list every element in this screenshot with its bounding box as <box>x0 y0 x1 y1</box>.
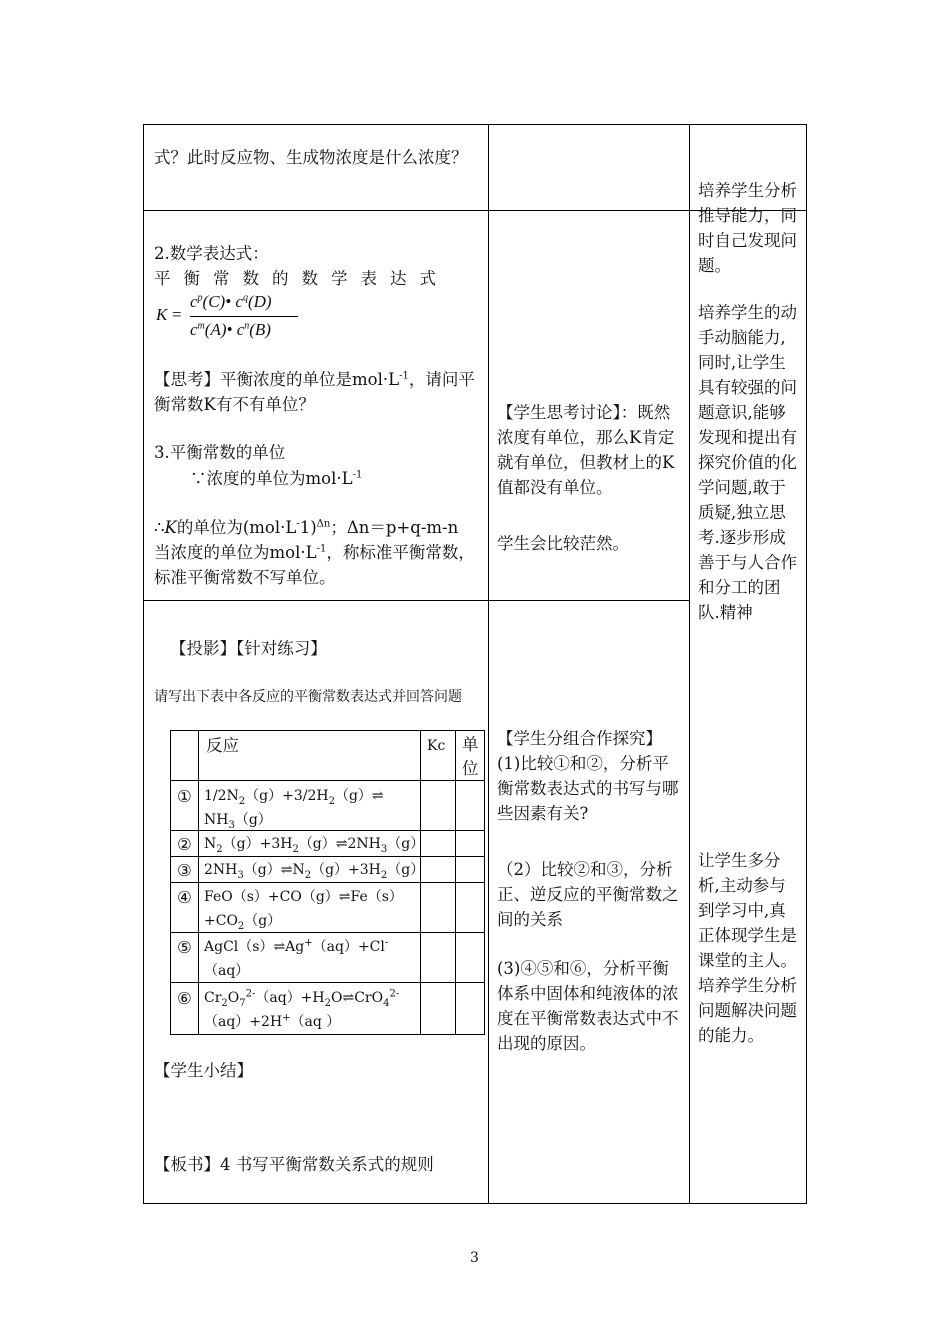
formula-lhs: K <box>156 305 168 324</box>
projection-label: 【投影】【针对练习】 <box>170 639 327 658</box>
reaction-cell: AgCl（s）⇌Ag+（aq）+Cl- （aq） <box>204 937 389 979</box>
row-number: ① <box>177 787 192 806</box>
student-discussion: 【学生思考讨论】：既然浓度有单位，那么K肯定就有单位，但教材上的K值都没有单位。 <box>497 403 675 497</box>
table-border-bottom <box>143 1203 807 1204</box>
reaction-cell: $Cr_2O_7^{2-}(aq)+H_2O\rightleftharpoons CrO_4^{2-}$ （aq）+2H+（aq ） <box>204 988 400 1030</box>
reaction-cell: FeO（s）+CO（g）⇌Fe（s） $+CO_2(g)$ <box>204 889 403 932</box>
question-2: （2）比较②和③，分析正、逆反应的平衡常数之间的关系 <box>497 860 679 929</box>
fraction-bar <box>190 316 298 317</box>
header-reaction: 反应 <box>206 736 239 755</box>
row-number: ② <box>177 835 192 854</box>
formula-denominator: $c^m(A)•$ $c^n(B)$ <box>190 320 271 339</box>
exercise-instruction: 请写出下表中各反应的平衡常数表达式并回答问题 <box>154 689 462 705</box>
table-border-right <box>806 124 807 1204</box>
group-exploration-title: 【学生分组合作探究】 <box>497 729 662 748</box>
question-1: (1)比较①和②，分析平衡常数表达式的书写与哪些因素有关? <box>497 754 679 823</box>
row-number: ⑤ <box>177 938 192 957</box>
header-kc: Kc <box>427 738 446 754</box>
table-border-top <box>143 124 807 125</box>
row-number: ⑥ <box>177 989 192 1008</box>
goal-paragraph-3: 让学生多分析,主动参与到学习中,真正体现学生是课堂的主人。培养学生分析问题解决问题的能力。 <box>698 851 797 1045</box>
inner-table-top <box>170 730 484 731</box>
column-divider-1 <box>488 124 489 1204</box>
goal-paragraph-2: 培养学生的动手动脑能力,同时,让学生具有较强的问题意识,能够发现和提出有探究价值的化学问题,敢于质疑,独立思考.逐步形成善于与人合作和分工的团队.精神 <box>698 303 797 622</box>
inner-table-left <box>170 730 171 1035</box>
inner-table-row-1 <box>170 780 484 781</box>
section-2-description: 平衡常数的数学表达式 <box>154 269 449 288</box>
reaction-cell: $N_2(g)+3H_2(g)\rightleftharpoons 2NH_3(g)$ <box>204 836 425 855</box>
row-divider-2 <box>143 600 689 601</box>
think-question: 【思考】平衡浓度的单位是$mol\cdot L^{-1}$，请问平衡常数K有不有单位？ <box>154 370 475 414</box>
reaction-cell: $2NH_3(g)\rightleftharpoons N_2(g)+3H_2(g)$ <box>204 862 425 881</box>
top-question-text: 式？此时反应物、生成物浓度是什么浓度？ <box>154 148 468 167</box>
because-statement: ∵浓度的单位为$mol\cdot L^{-1}$ <box>190 469 363 488</box>
reaction-cell: $1/2N_2(g)+3/2H_2(g)\rightleftharpoons$ $NH_3(g)$ <box>204 788 384 831</box>
standard-constant-note: 当浓度的单位为$mol\cdot L^{-1}$，称标准平衡常数，标准平衡常数不写单位。 <box>154 543 475 587</box>
table-border-left <box>143 124 144 1204</box>
student-summary-label: 【学生小结】 <box>154 1061 253 1080</box>
student-confused-note: 学生会比较茫然。 <box>497 534 629 553</box>
goal-paragraph-1: 培养学生分析推导能力，同时自己发现问题。 <box>698 181 797 275</box>
section-3-heading: 3.平衡常数的单位 <box>154 443 286 462</box>
inner-table-col-1 <box>198 730 199 1035</box>
formula-numerator: $c^p(C)•$ $c^q(D)$ <box>190 292 272 311</box>
board-writing-label: 【板书】4 书写平衡常数关系式的规则 <box>154 1155 434 1174</box>
inner-table-right <box>484 730 485 1035</box>
formula-equals: = <box>172 305 182 324</box>
inner-table-col-3 <box>455 730 456 1035</box>
row-number: ④ <box>177 888 192 907</box>
page-number: 3 <box>470 1250 479 1266</box>
column-divider-2 <box>689 124 690 1204</box>
row-number: ③ <box>177 861 192 880</box>
section-2-heading: 2.数学表达式： <box>154 244 269 263</box>
therefore-statement: ∴K的单位为$(mol\cdot L^-1)^{\Delta n}$；Δn＝p+q-m-n <box>154 518 459 537</box>
header-unit: 单位 <box>462 735 479 778</box>
inner-table-bottom <box>170 1034 484 1035</box>
question-3: (3)④⑤和⑥，分析平衡体系中固体和纯液体的浓度在平衡常数表达式中不出现的原因。 <box>497 959 679 1053</box>
